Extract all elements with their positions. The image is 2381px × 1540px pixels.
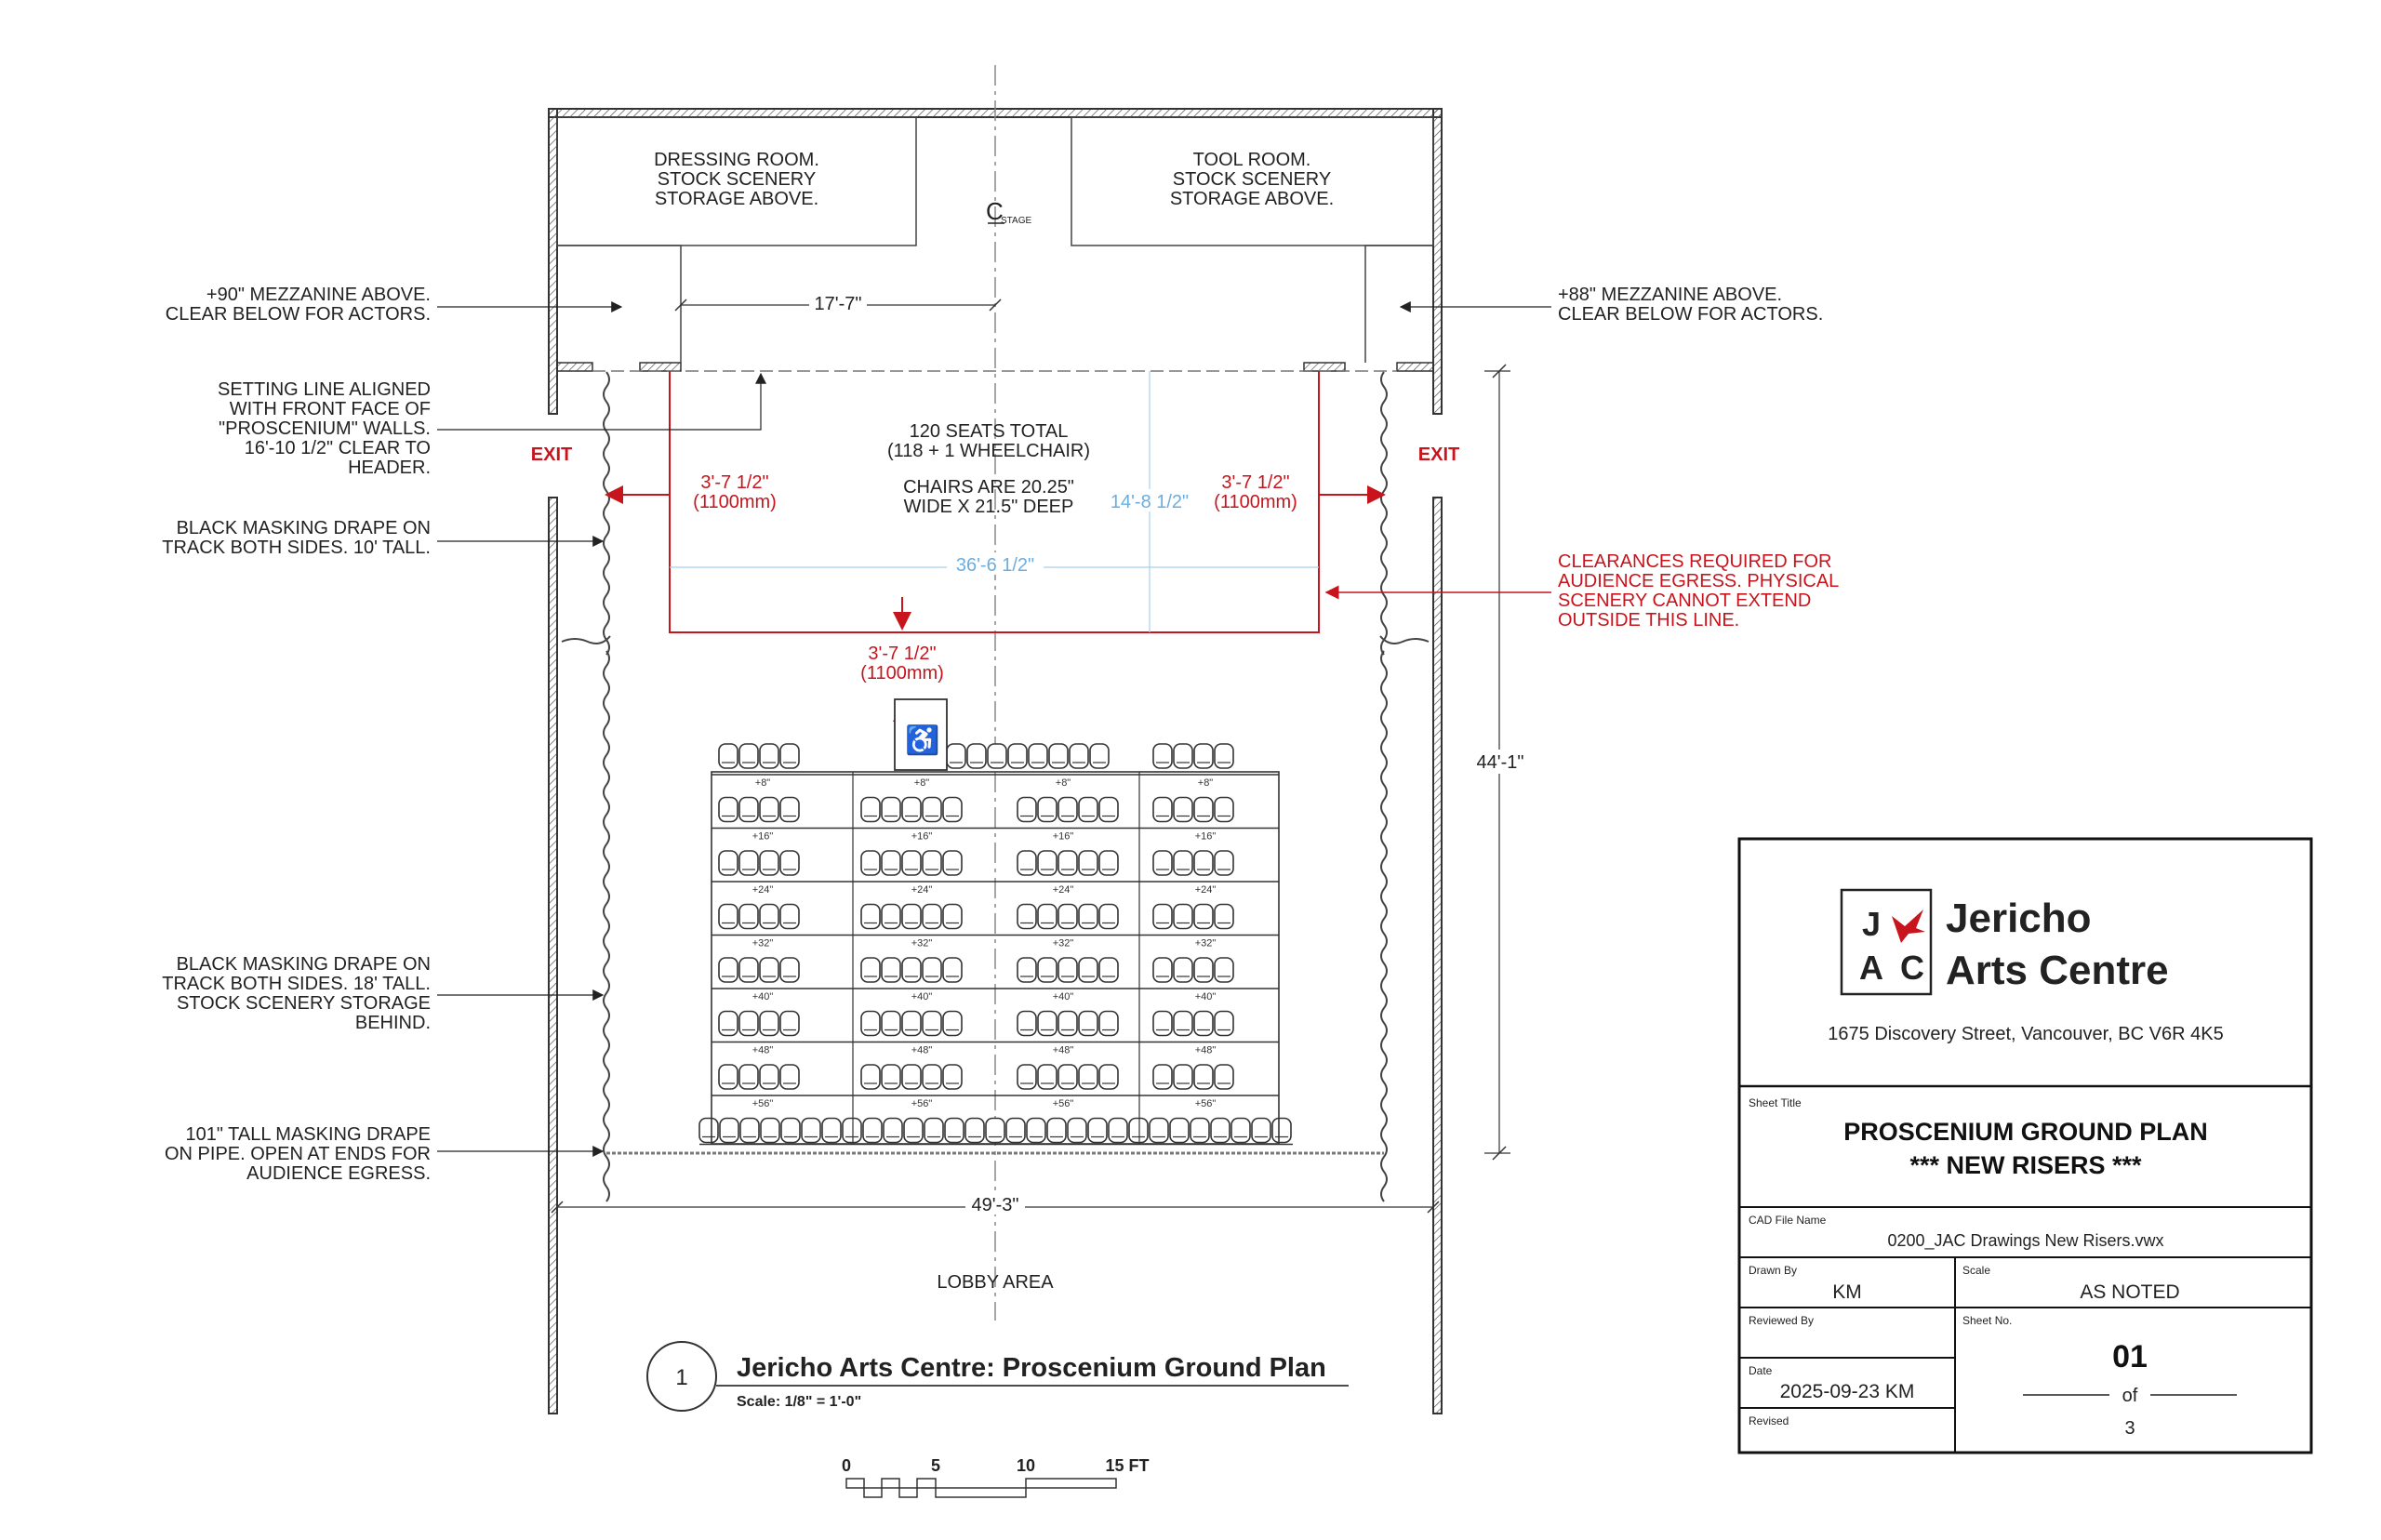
svg-text:TOOL ROOM.: TOOL ROOM.	[1192, 150, 1311, 170]
svg-text:3'-7 1/2": 3'-7 1/2"	[868, 644, 937, 664]
sheet-total: 3	[2124, 1418, 2135, 1439]
riser-height-label: +48"	[911, 1044, 933, 1056]
seat	[923, 851, 941, 875]
riser-height-label: +24"	[1194, 884, 1217, 896]
seat	[1153, 1065, 1172, 1089]
seating-risers	[699, 699, 1293, 1145]
seat	[967, 744, 986, 768]
seat	[1079, 851, 1097, 875]
seat	[1090, 744, 1109, 768]
svg-text:1: 1	[675, 1365, 688, 1390]
note-drape-101in	[165, 1124, 603, 1184]
svg-text:3'-7 1/2": 3'-7 1/2"	[700, 472, 769, 493]
riser-height-label: +16"	[752, 830, 774, 843]
seat	[943, 1012, 962, 1036]
seat	[943, 1065, 962, 1089]
seat	[1099, 958, 1118, 982]
svg-text:(1100mm): (1100mm)	[1214, 492, 1297, 512]
cad-value: 0200_JAC Drawings New Risers.vwx	[1887, 1231, 2164, 1250]
note-mezz-right	[1401, 285, 1823, 325]
seat	[923, 958, 941, 982]
seat	[1194, 905, 1213, 929]
riser-height-label: +40"	[911, 991, 933, 1002]
seat	[1047, 1119, 1066, 1143]
seat	[1170, 1119, 1189, 1143]
depth-dimension	[1473, 365, 1527, 1160]
seat	[1215, 1065, 1233, 1089]
svg-text:J: J	[1861, 905, 1882, 943]
seat	[822, 1119, 841, 1143]
seat	[923, 798, 941, 822]
seat	[1215, 798, 1233, 822]
seat	[1153, 905, 1172, 929]
seat	[902, 798, 921, 822]
seat	[1099, 905, 1118, 929]
seat	[1215, 905, 1233, 929]
seat	[1174, 744, 1192, 768]
seat	[884, 1119, 902, 1143]
seat	[780, 1065, 799, 1089]
svg-text:10: 10	[1016, 1456, 1036, 1475]
seat	[882, 958, 900, 982]
svg-text:CLEARANCES REQUIRED FOR: CLEARANCES REQUIRED FOR	[1558, 551, 1832, 572]
seat	[882, 851, 900, 875]
svg-text:"PROSCENIUM" WALLS.: "PROSCENIUM" WALLS.	[219, 418, 431, 439]
seat	[719, 798, 738, 822]
riser-height-label: +56"	[752, 1098, 774, 1109]
seat	[1194, 744, 1213, 768]
svg-text:AUDIENCE EGRESS. PHYSICAL: AUDIENCE EGRESS. PHYSICAL	[1558, 571, 1840, 591]
seat	[861, 1012, 880, 1036]
seat	[1079, 1012, 1097, 1036]
sheet-number: 01	[2112, 1339, 2148, 1374]
seat	[780, 851, 799, 875]
svg-text:44'-1": 44'-1"	[1476, 752, 1524, 773]
title-block	[1739, 839, 2311, 1453]
wheelchair-icon: ♿	[905, 725, 940, 756]
seat	[1018, 958, 1036, 982]
seat	[986, 1119, 1004, 1143]
org-name-line2: Arts Centre	[1946, 948, 2169, 993]
seat	[1027, 1119, 1045, 1143]
seat	[1049, 744, 1068, 768]
scale-bar	[842, 1456, 1150, 1497]
seat	[719, 744, 738, 768]
seat	[943, 798, 962, 822]
seat	[861, 851, 880, 875]
svg-text:(1100mm): (1100mm)	[860, 663, 944, 684]
seat	[923, 905, 941, 929]
seat	[945, 1119, 964, 1143]
seat	[861, 905, 880, 929]
seat	[1194, 851, 1213, 875]
seat	[760, 958, 778, 982]
seat	[1174, 905, 1192, 929]
seat	[1018, 1012, 1036, 1036]
seat	[882, 1012, 900, 1036]
seat	[719, 905, 738, 929]
seat	[1008, 744, 1027, 768]
riser-height-label: +24"	[911, 884, 933, 896]
seat	[861, 1065, 880, 1089]
right-callouts	[1326, 285, 1839, 631]
seat	[1038, 905, 1057, 929]
riser-height-label: +24"	[752, 884, 774, 896]
svg-text:(1100mm): (1100mm)	[693, 492, 777, 512]
svg-text:16'-10 1/2" CLEAR TO: 16'-10 1/2" CLEAR TO	[244, 438, 431, 458]
seat	[1038, 958, 1057, 982]
seat	[760, 1012, 778, 1036]
seat	[1194, 1065, 1213, 1089]
note-drape-10ft	[162, 518, 603, 558]
svg-text:BLACK MASKING DRAPE ON: BLACK MASKING DRAPE ON	[176, 518, 431, 538]
seat	[1194, 958, 1213, 982]
riser-height-label: +56"	[1052, 1098, 1074, 1109]
drawn-value: KM	[1832, 1281, 1862, 1303]
seat	[1194, 1012, 1213, 1036]
riser-height-label: +48"	[752, 1044, 774, 1056]
seat	[1058, 798, 1077, 822]
seat	[1068, 1119, 1086, 1143]
seat	[965, 1119, 984, 1143]
seat	[1174, 1065, 1192, 1089]
seat	[902, 905, 921, 929]
seat	[761, 1119, 779, 1143]
org-address: 1675 Discovery Street, Vancouver, BC V6R 4K5	[1828, 1024, 2224, 1044]
seat	[1252, 1119, 1270, 1143]
svg-text:C: C	[1900, 949, 1924, 987]
svg-text:AUDIENCE EGRESS.: AUDIENCE EGRESS.	[246, 1163, 431, 1184]
svg-text:120 SEATS TOTAL: 120 SEATS TOTAL	[909, 421, 1069, 442]
seat	[760, 851, 778, 875]
seat	[1079, 958, 1097, 982]
riser-height-label: +8"	[1197, 777, 1214, 789]
date-label: Date	[1749, 1364, 1773, 1377]
svg-text:OUTSIDE THIS LINE.: OUTSIDE THIS LINE.	[1558, 610, 1740, 631]
svg-text:3'-7 1/2": 3'-7 1/2"	[1221, 472, 1290, 493]
svg-text:17'-7": 17'-7"	[814, 294, 862, 314]
seat	[1099, 1065, 1118, 1089]
seat	[1070, 744, 1088, 768]
seat	[1215, 851, 1233, 875]
seat	[1099, 851, 1118, 875]
sheet-title-label: Sheet Title	[1749, 1096, 1802, 1109]
seat	[1215, 744, 1233, 768]
seat	[861, 958, 880, 982]
seat	[882, 1065, 900, 1089]
svg-text:STAGE: STAGE	[1001, 216, 1032, 226]
scale-label: Scale	[1962, 1264, 1991, 1277]
seat	[1006, 1119, 1025, 1143]
seat	[943, 958, 962, 982]
seat	[902, 1012, 921, 1036]
seat	[780, 798, 799, 822]
riser-height-label: +16"	[911, 830, 933, 843]
seat	[1231, 1119, 1250, 1143]
svg-text:HEADER.: HEADER.	[348, 458, 431, 478]
riser-height-label: +8"	[913, 777, 930, 789]
left-callouts	[162, 285, 761, 1184]
seat	[1038, 798, 1057, 822]
seat	[1153, 851, 1172, 875]
cad-label: CAD File Name	[1749, 1214, 1827, 1227]
seat	[943, 905, 962, 929]
svg-text:STORAGE ABOVE.: STORAGE ABOVE.	[654, 189, 819, 209]
seat	[902, 1065, 921, 1089]
riser-height-label: +24"	[1052, 884, 1074, 896]
seat	[988, 744, 1006, 768]
svg-text:CLEAR BELOW FOR ACTORS.: CLEAR BELOW FOR ACTORS.	[1558, 304, 1824, 325]
riser-height-label: +32"	[752, 937, 774, 949]
reviewed-label: Reviewed By	[1749, 1314, 1815, 1327]
seat	[902, 958, 921, 982]
seat	[1215, 1012, 1233, 1036]
riser-height-label: +32"	[1052, 937, 1074, 949]
svg-text:STOCK SCENERY: STOCK SCENERY	[657, 169, 817, 190]
svg-text:+88" MEZZANINE ABOVE.: +88" MEZZANINE ABOVE.	[1558, 285, 1783, 305]
seat	[739, 958, 758, 982]
riser-height-label: +8"	[1055, 777, 1071, 789]
seat	[904, 1119, 923, 1143]
riser-height-label: +32"	[1194, 937, 1217, 949]
riser-height-label: +56"	[1194, 1098, 1217, 1109]
seat	[924, 1119, 943, 1143]
seat	[1153, 958, 1172, 982]
seat	[1038, 851, 1057, 875]
seat	[1058, 905, 1077, 929]
svg-text:ON PIPE. OPEN AT ENDS FOR: ON PIPE. OPEN AT ENDS FOR	[165, 1144, 431, 1164]
note-clearance	[1326, 551, 1839, 631]
svg-text:49'-3": 49'-3"	[971, 1195, 1019, 1215]
seat	[923, 1012, 941, 1036]
seat	[699, 1119, 718, 1143]
exit-right: EXIT	[1417, 445, 1460, 465]
riser-height-label: +40"	[1194, 991, 1217, 1002]
seat	[780, 905, 799, 929]
seat	[1058, 1012, 1077, 1036]
seat	[1058, 1065, 1077, 1089]
tool-room	[1071, 117, 1433, 246]
svg-text:DRESSING ROOM.: DRESSING ROOM.	[654, 150, 819, 170]
seat	[1058, 958, 1077, 982]
sheet-title-line1: PROSCENIUM GROUND PLAN	[1843, 1118, 2208, 1146]
seat	[1153, 744, 1172, 768]
riser-height-label: +40"	[752, 991, 774, 1002]
date-value: 2025-09-23 KM	[1779, 1381, 1915, 1402]
seat	[943, 851, 962, 875]
seat	[1079, 905, 1097, 929]
seat	[882, 905, 900, 929]
seat	[1174, 851, 1192, 875]
seat	[739, 1065, 758, 1089]
svg-text:STORAGE ABOVE.: STORAGE ABOVE.	[1169, 189, 1335, 209]
svg-text:5: 5	[930, 1456, 941, 1475]
svg-text:STOCK SCENERY STORAGE: STOCK SCENERY STORAGE	[176, 993, 431, 1014]
seat	[1018, 1065, 1036, 1089]
svg-text:15 FT: 15 FT	[1105, 1456, 1150, 1475]
seat	[1211, 1119, 1230, 1143]
seat	[1038, 1012, 1057, 1036]
svg-text:SCENERY CANNOT EXTEND: SCENERY CANNOT EXTEND	[1558, 591, 1812, 611]
seat	[719, 1012, 738, 1036]
seat	[780, 958, 799, 982]
svg-text:101" TALL MASKING DRAPE: 101" TALL MASKING DRAPE	[185, 1124, 431, 1145]
seat	[1088, 1119, 1107, 1143]
seat	[1190, 1119, 1209, 1143]
seat	[1174, 958, 1192, 982]
seat	[719, 851, 738, 875]
seat	[1018, 851, 1036, 875]
lobby-label: LOBBY AREA	[937, 1272, 1054, 1293]
seat	[947, 744, 965, 768]
svg-text:STOCK SCENERY: STOCK SCENERY	[1172, 169, 1332, 190]
seat	[1215, 958, 1233, 982]
svg-text:BLACK MASKING DRAPE ON: BLACK MASKING DRAPE ON	[176, 954, 431, 975]
seat	[1194, 798, 1213, 822]
drawing-title	[647, 1342, 1349, 1411]
seat	[882, 798, 900, 822]
exit-left: EXIT	[530, 445, 573, 465]
seat	[1272, 1119, 1291, 1143]
sheet-no-label: Sheet No.	[1962, 1314, 2013, 1327]
seat	[719, 958, 738, 982]
seat	[760, 905, 778, 929]
drawn-label: Drawn By	[1749, 1264, 1798, 1277]
seating-notes	[887, 421, 1090, 517]
seat	[843, 1119, 861, 1143]
seat	[1109, 1119, 1127, 1143]
riser-height-label: +16"	[1194, 830, 1217, 843]
seat	[739, 798, 758, 822]
note-setting-line	[218, 374, 761, 478]
svg-text:CLEAR BELOW FOR ACTORS.: CLEAR BELOW FOR ACTORS.	[165, 304, 431, 325]
svg-text:0: 0	[841, 1456, 852, 1475]
opening-dimension	[675, 292, 1001, 314]
seat	[923, 1065, 941, 1089]
riser-height-label: +56"	[911, 1098, 933, 1109]
svg-text:CHAIRS ARE 20.25": CHAIRS ARE 20.25"	[903, 477, 1074, 498]
seat	[1038, 1065, 1057, 1089]
seat	[902, 851, 921, 875]
svg-text:Scale: 1/8" = 1'-0": Scale: 1/8" = 1'-0"	[737, 1394, 862, 1410]
seat	[1174, 798, 1192, 822]
seat	[1174, 1012, 1192, 1036]
svg-text:C: C	[986, 197, 1004, 225]
of-label: of	[2122, 1386, 2138, 1406]
seat	[739, 1012, 758, 1036]
svg-text:(118 + 1 WHEELCHAIR): (118 + 1 WHEELCHAIR)	[886, 441, 1091, 461]
seat	[861, 798, 880, 822]
seat	[1099, 1012, 1118, 1036]
seat	[1079, 798, 1097, 822]
riser-height-label: +48"	[1194, 1044, 1217, 1056]
seat	[719, 1065, 738, 1089]
seat	[1153, 798, 1172, 822]
seat	[781, 1119, 800, 1143]
svg-text:Jericho Arts Centre: Prosceni: Jericho Arts Centre: Proscenium Ground Plan	[737, 1353, 1326, 1383]
riser-height-label: +40"	[1052, 991, 1074, 1002]
seat	[739, 905, 758, 929]
seat	[802, 1119, 820, 1143]
seat	[1029, 744, 1047, 768]
revised-label: Revised	[1749, 1414, 1789, 1427]
svg-text:WIDE X 21.5" DEEP: WIDE X 21.5" DEEP	[903, 497, 1074, 517]
seat	[740, 1119, 759, 1143]
scale-value: AS NOTED	[2080, 1281, 2180, 1303]
width-dimension	[552, 1192, 1439, 1215]
riser-height-label: +16"	[1052, 830, 1074, 843]
riser-height-label: +8"	[754, 777, 771, 789]
seat	[720, 1119, 738, 1143]
seat	[863, 1119, 882, 1143]
svg-text:14'-8 1/2": 14'-8 1/2"	[1110, 492, 1190, 512]
svg-text:TRACK BOTH SIDES. 18' TALL.: TRACK BOTH SIDES. 18' TALL.	[162, 974, 431, 994]
note-drape-18ft	[162, 954, 603, 1033]
seat	[739, 744, 758, 768]
svg-text:A: A	[1859, 949, 1883, 987]
seat	[1018, 798, 1036, 822]
seat	[760, 798, 778, 822]
sheet-title-line2: *** NEW RISERS ***	[1909, 1151, 2142, 1179]
svg-text:TRACK BOTH SIDES. 10' TALL.: TRACK BOTH SIDES. 10' TALL.	[162, 538, 431, 558]
seat	[1079, 1065, 1097, 1089]
seat	[739, 851, 758, 875]
svg-text:SETTING LINE ALIGNED: SETTING LINE ALIGNED	[218, 379, 431, 400]
seat	[780, 1012, 799, 1036]
seat	[1058, 851, 1077, 875]
svg-text:WITH FRONT FACE OF: WITH FRONT FACE OF	[229, 399, 431, 419]
svg-text:BEHIND.: BEHIND.	[354, 1013, 431, 1033]
seat	[760, 1065, 778, 1089]
seat	[1153, 1012, 1172, 1036]
svg-text:+90" MEZZANINE ABOVE.: +90" MEZZANINE ABOVE.	[206, 285, 431, 305]
seat	[1018, 905, 1036, 929]
seat	[1150, 1119, 1168, 1143]
seat	[760, 744, 778, 768]
dressing-room	[557, 117, 916, 246]
riser-height-label: +32"	[911, 937, 933, 949]
riser-height-label: +48"	[1052, 1044, 1074, 1056]
org-name-line1: Jericho	[1946, 896, 2092, 941]
seat	[780, 744, 799, 768]
seat	[1099, 798, 1118, 822]
seat	[1129, 1119, 1148, 1143]
svg-text:36'-6 1/2": 36'-6 1/2"	[955, 555, 1035, 576]
